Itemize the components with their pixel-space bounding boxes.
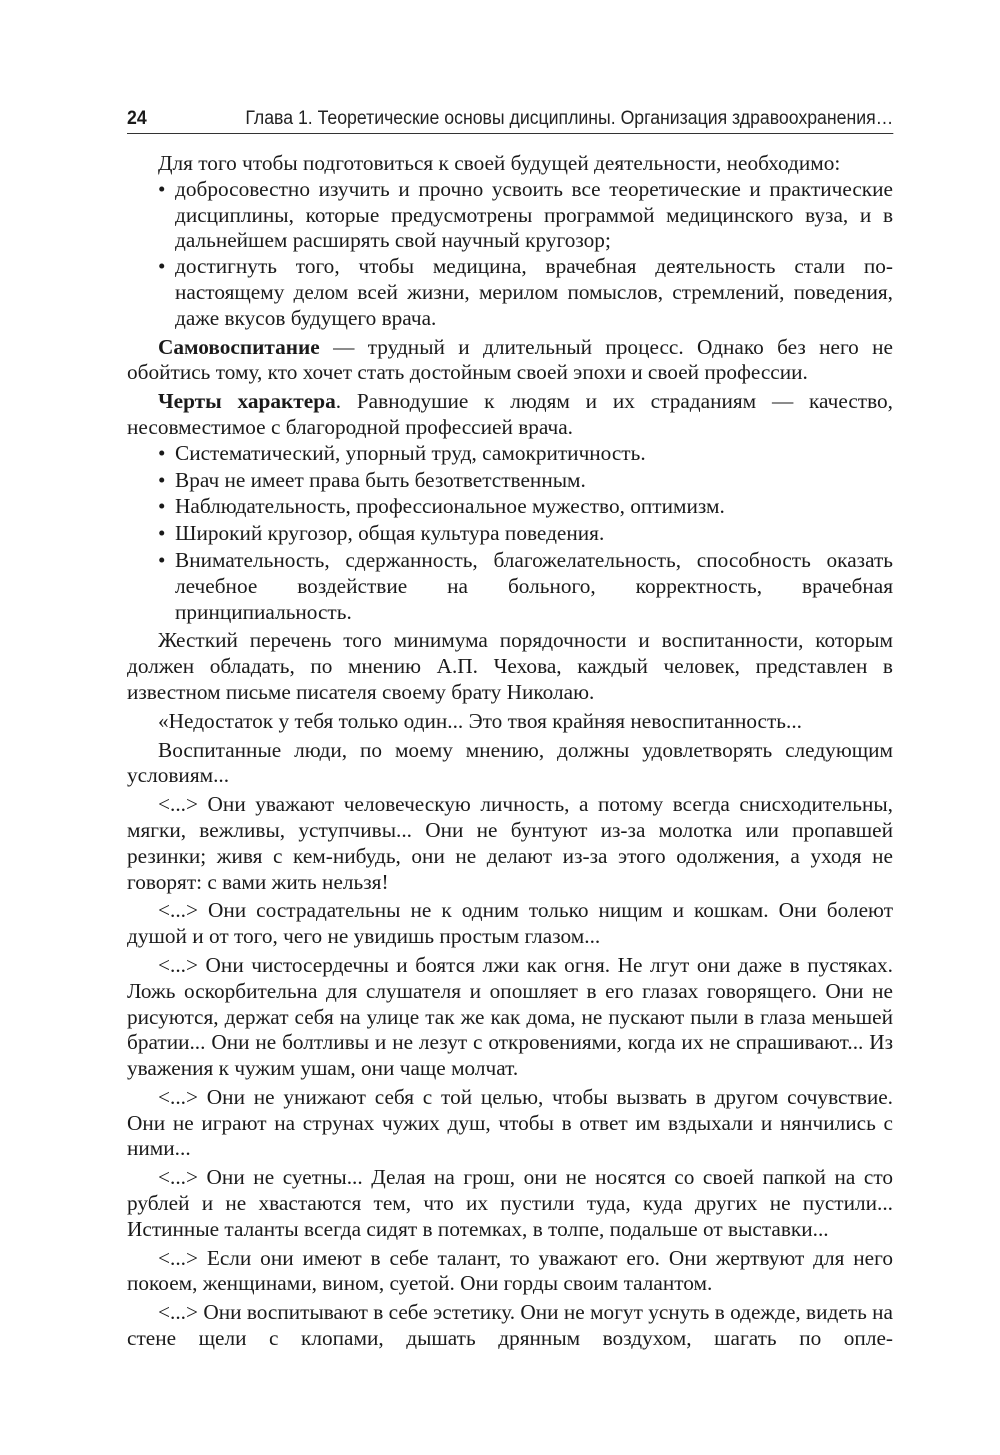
chapter-title: Глава 1. Теоретические основы дисциплины. Организация здравоохранения… — [245, 108, 894, 129]
bullet-icon: • — [158, 254, 166, 279]
list-item-text: Внимательность, сдержанность, благожелательность, способность оказать лечебное воздействие на больного, корректность, врачебная принципиальность. — [175, 547, 893, 624]
quote-paragraph: <...> Они уважают человеческую личность, а потому всегда снисходительны, мягки, вежливы, уступчивы... Они не бунтуют из-за молотка или пропавшей резинки; живя с кем-нибудь, они не делают из-за этого одолжения, а уходя не говорят: с вами жить нельзя! — [127, 792, 893, 894]
self-education-paragraph — [127, 335, 893, 387]
list-item-text: добросовестно изучить и прочно усвоить все теоретические и практические дисциплины, которые предусмотрены программой медицинского вуза, и в дальнейшем расширять свой научный кругозор; — [175, 176, 893, 253]
list-item-text: достигнуть того, чтобы медицина, врачебная деятельность стали по-настоящему делом всей жизни, мерилом помыслов, стремлений, поведения, даже вкусов будущего врача. — [175, 254, 893, 330]
book-page — [127, 100, 893, 1352]
bullet-icon: • — [158, 440, 166, 465]
traits-paragraph — [127, 389, 893, 441]
list-item — [127, 177, 893, 254]
list-item — [127, 494, 893, 520]
bullet-icon: • — [158, 176, 166, 201]
bullet-icon: • — [158, 467, 166, 492]
list-item-text: Врач не имеет права быть безответственным. — [175, 467, 586, 492]
page-number: 24 — [127, 108, 147, 129]
quote-paragraph: <...> Если они имеют в себе талант, то уважают его. Они жертвуют для него покоем, женщинами, вином, суетой. Они горды своим талантом. — [127, 1245, 893, 1296]
list-item — [127, 548, 893, 625]
quote-paragraph: <...> Они чистосердечны и боятся лжи как огня. Не лгут они даже в пустяках. Ложь оскорбительна для слушателя и опошляет в его глазах говорящего. Они не рисуются, держат себя на улице так же как дома, не пускают пыли в глаза меньшей братии... Они не болтливы и не лезут с откровениями, когда их не спрашивают... Из уважения к чужим ушам, они чаще молчат. — [127, 952, 893, 1081]
list-item — [127, 254, 893, 331]
list-item-text: Широкий кругозор, общая культура поведения. — [175, 521, 605, 546]
quote-paragraph: <...> Они не суетны... Делая на грош, они не носятся со своей папкой на сто рублей и не хвастаются тем, что их пустили туда, куда других не пустили... Истинные таланты всегда сидят в потемках, в толпе, подальше от выставки... — [127, 1165, 893, 1241]
traits-bullet-list — [127, 441, 893, 626]
list-item-text: Наблюдательность, профессиональное мужество, оптимизм. — [175, 494, 725, 519]
list-item — [127, 521, 893, 547]
quote-paragraph: <...> Они воспитывают в себе эстетику. Они не могут уснуть в одежде, видеть на стене щели с клопами, дышать дрянным воздухом, шагать по опле- — [127, 1300, 893, 1351]
self-education-text: — трудный и длительный процесс. Однако без него не обойтись тому, кто хочет стать достойным своей эпохи и своей профессии. — [127, 334, 893, 385]
quote-paragraph: <...> Они не унижают себя с той целью, чтобы вызвать в другом сочувствие. Они не играют на струнах чужих душ, чтобы в ответ им вздыхали и нянчились с ними... — [127, 1084, 893, 1161]
traits-term: Черты характера — [158, 389, 336, 414]
bullet-icon: • — [158, 494, 166, 519]
bullet-icon: • — [158, 521, 166, 546]
quote-paragraph: Воспитанные люди, по моему мнению, должны удовлетворять следующим условиям... — [127, 737, 893, 788]
running-header — [127, 100, 893, 134]
list-item — [127, 441, 893, 467]
intro-bullet-list — [127, 177, 893, 332]
bullet-icon: • — [158, 547, 166, 572]
list-item — [127, 468, 893, 494]
list-item-text: Систематический, упорный труд, самокритичность. — [175, 440, 646, 465]
self-education-term: Самовоспитание — [158, 334, 320, 359]
body-text — [127, 151, 893, 1352]
chekhov-intro-paragraph: Жесткий перечень того минимума порядочности и воспитанности, которым должен обладать, по мнению А.П. Чехова, каждый человек, представлен в известном письме писателя своему брату Николаю. — [127, 628, 893, 704]
quote-paragraph: «Недостаток у тебя только один... Это твоя крайняя невоспитанность... — [158, 708, 802, 733]
intro-paragraph: Для того чтобы подготовиться к своей будущей деятельности, необходимо: — [158, 151, 841, 175]
quote-paragraph: <...> Они сострадательны не к одним только нищим и кошкам. Они болеют душой и от того, чего не увидишь простым глазом... — [127, 898, 893, 949]
traits-text: . Равнодушие к людям и их страданиям — качество, несовместимое с благородной профессией врача. — [127, 389, 893, 439]
